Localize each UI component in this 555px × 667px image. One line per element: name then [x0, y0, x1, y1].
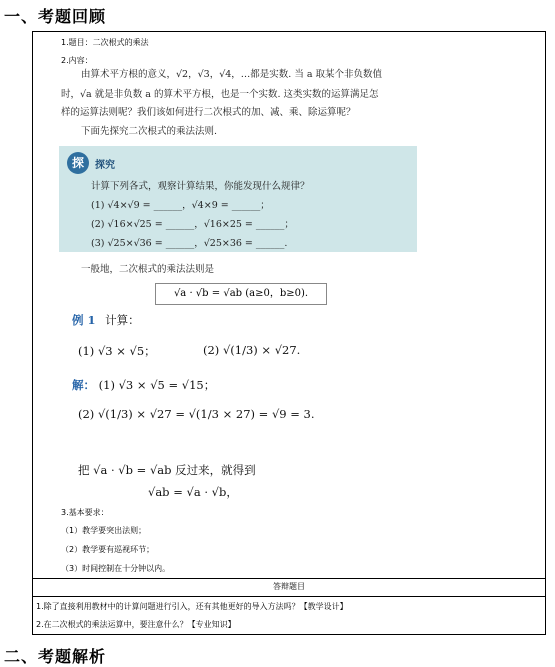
requirement-3: （3）时间控制在十分钟以内。 — [61, 564, 171, 573]
reverse-formula: √ab = √a · √b， — [148, 485, 238, 499]
defense-header: 答辩题目 — [273, 582, 305, 591]
explore-question-1: (1) √4×√9 = ______，√4×9 = ______； — [91, 200, 270, 211]
example-label: 例 1 — [72, 313, 96, 327]
intro-line-4: 下面先探究二次根式的乘法法则. — [81, 126, 218, 137]
reverse-statement: 把 √a · √b = √ab 反过来，就得到 — [78, 463, 256, 477]
explore-question-2: (2) √16×√25 = ______，√16×25 = ______； — [91, 219, 294, 230]
explore-title: 探究 — [95, 160, 115, 171]
solution-label: 解： — [72, 378, 95, 392]
intro-line-1: 由算术平方根的意义，√2，√3，√4，…都是实数. 当 a 取某个非负数值 — [81, 69, 383, 80]
explore-prompt: 计算下列各式，观察计算结果，你能发现什么规律？ — [91, 181, 310, 192]
defense-question-1: 1.除了直接利用教材中的计算问题进行引入，还有其他更好的导入方法吗？【教学设计】 — [36, 602, 348, 611]
explore-icon: 探 — [67, 152, 89, 174]
content-label: 2.内容： — [61, 56, 93, 65]
section-heading-analysis: 二、考题解析 — [4, 647, 107, 666]
explore-question-3: (3) √25×√36 = ______，√25×36 = ______. — [91, 238, 288, 249]
task-title: 1.题目：二次根式的乘法 — [61, 38, 149, 47]
table-divider — [32, 578, 546, 579]
general-rule-intro: 一般地，二次根式的乘法法则是 — [81, 264, 215, 275]
table-divider — [32, 596, 546, 597]
requirements-title: 3.基本要求： — [61, 508, 109, 517]
solution-2: (2) √(1/3) × √27 = √(1/3 × 27) = √9 = 3. — [78, 407, 315, 421]
explore-box — [59, 146, 417, 252]
solution-1: (1) √3 × √5 = √15； — [98, 378, 216, 392]
defense-question-2: 2.在二次根式的乘法运算中，要注意什么？【专业知识】 — [36, 620, 236, 629]
intro-line-3: 样的运算法则呢？我们该如何进行二次根式的加、减、乘、除运算呢？ — [61, 107, 356, 118]
requirement-1: （1）教学要突出法则； — [61, 526, 147, 535]
requirement-2: （2）教学要有巡视环节； — [61, 545, 155, 554]
example-question-2: (2) √(1/3) × √27. — [203, 343, 301, 357]
intro-line-2: 时，√a 就是非负数 a 的算术平方根，也是一个实数. 这类实数的运算满足怎 — [61, 89, 379, 100]
example-text: 计算： — [105, 313, 140, 327]
multiplication-rule-box: √a · √b = √ab (a≥0，b≥0). — [155, 283, 327, 305]
section-heading-review: 一、考题回顾 — [4, 7, 107, 26]
example-question-1: (1) √3 × √5； — [78, 344, 156, 358]
